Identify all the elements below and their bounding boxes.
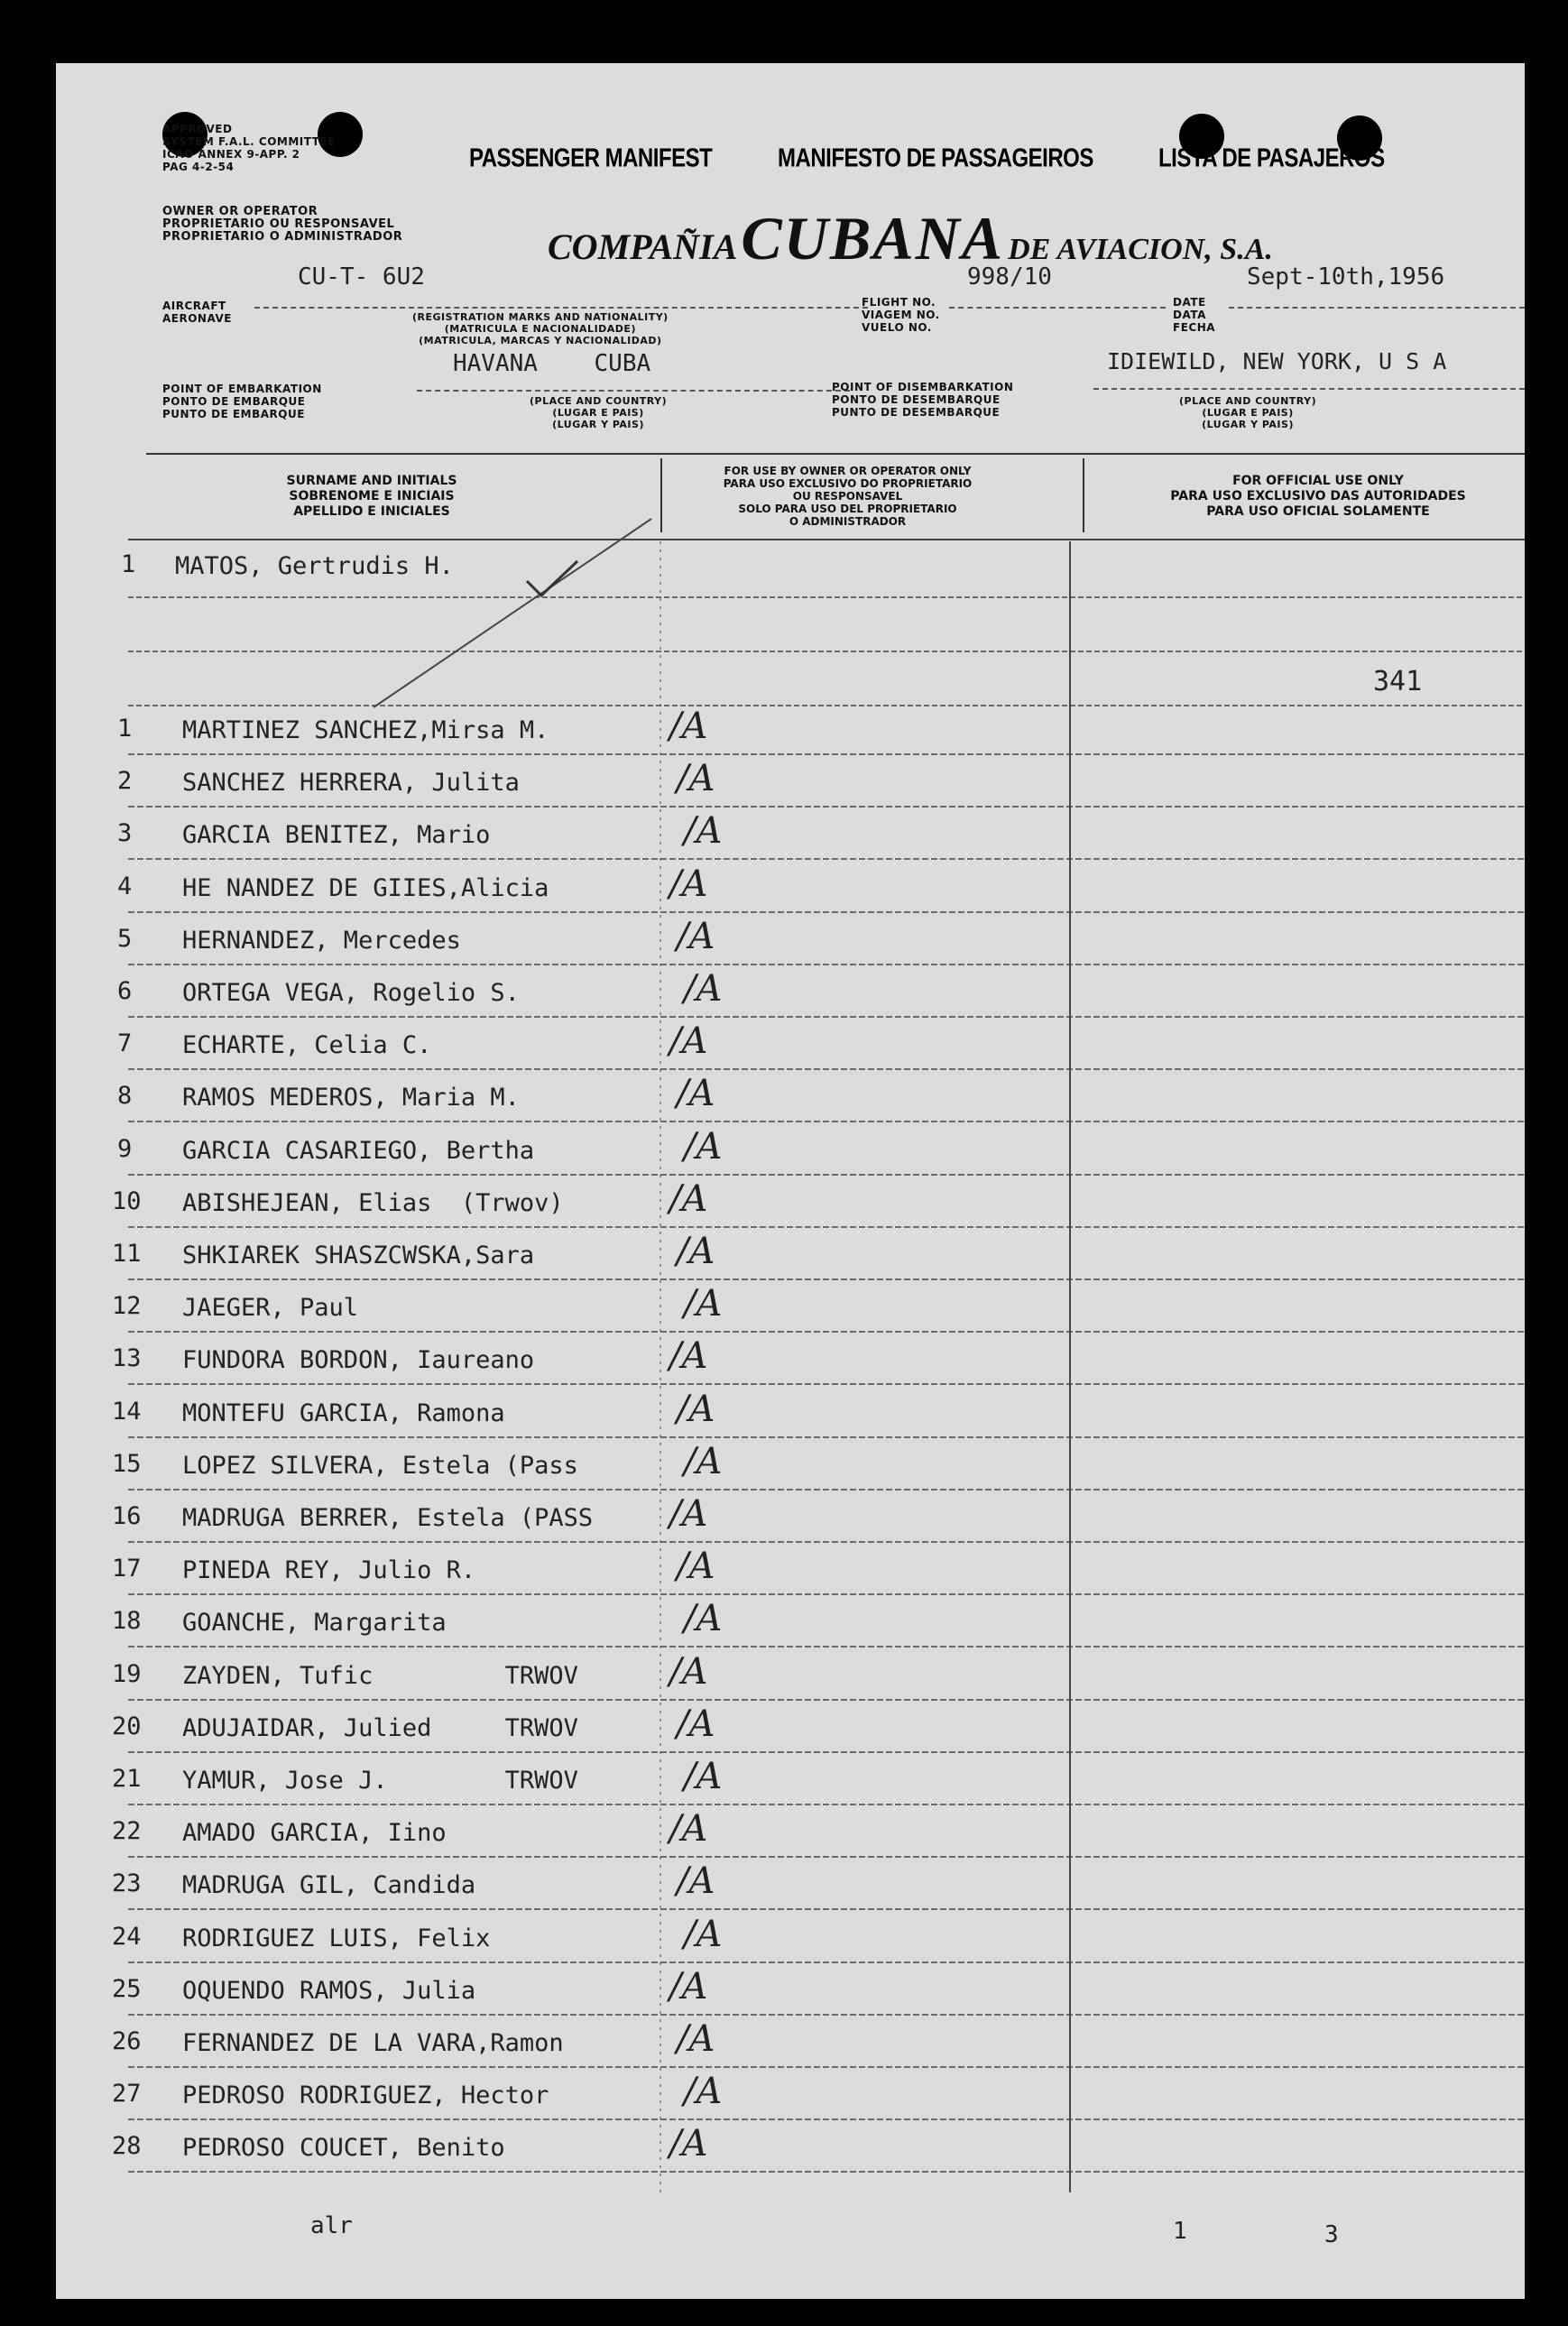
passenger-check-mark: /A (684, 1914, 723, 1955)
date-label: DATA (1173, 309, 1206, 321)
passenger-name: ABISHEJEAN, Elias (Trwov) (182, 1189, 564, 1217)
passenger-number: 10 (112, 1187, 142, 1215)
passenger-name: SANCHEZ HERRERA, Julita (182, 769, 520, 797)
passenger-check-mark: /A (677, 758, 715, 799)
manifest-sheet (56, 63, 1525, 2299)
passenger-name: SHKIAREK SHASZCWSKA,Sara (182, 1241, 535, 1269)
passenger-check-mark: /A (677, 1703, 715, 1745)
approval-line: ICAO ANNEX 9-APP. 2 (162, 148, 300, 161)
flight-label: VIAGEM NO. (862, 309, 940, 321)
embarkation-sublabel: (PLACE AND COUNTRY) (530, 395, 668, 407)
flight-label: VUELO NO. (862, 321, 932, 334)
passenger-number: 21 (112, 1765, 142, 1793)
disembarkation-label: PONTO DE DESEMBARQUE (832, 393, 1001, 406)
aircraft-sublabel: (REGISTRATION MARKS AND NATIONALITY) (412, 311, 669, 323)
column-header-line: APELLIDO E INICIALES (293, 504, 450, 519)
column-header-line: PARA USO EXCLUSIVO DAS AUTORIDADES (1170, 489, 1466, 503)
disembarkation-value: IDIEWILD, NEW YORK, U S A (1107, 348, 1447, 374)
passenger-name: MADRUGA BERRER, Estela (PASS (182, 1504, 594, 1532)
lista-title: LISTA DE PASAJEROS (1158, 143, 1385, 173)
passenger-check-mark: /A (669, 1335, 708, 1377)
embarkation-sublabel: (LUGAR E PAIS) (552, 407, 644, 419)
passenger-name: PINEDA REY, Julio R. (182, 1556, 476, 1584)
passenger-number: 4 (117, 872, 133, 900)
manifesto-title: MANIFESTO DE PASSAGEIROS (778, 143, 1093, 173)
passenger-number: 7 (117, 1029, 133, 1057)
date-value: Sept-10th,1956 (1247, 263, 1445, 291)
disembarkation-label: PUNTO DE DESEMBARQUE (832, 406, 1001, 419)
passenger-check-mark: /A (684, 810, 723, 852)
passenger-number: 6 (117, 977, 133, 1005)
passenger-check-mark: /A (669, 706, 708, 747)
passenger-name: YAMUR, Jose J. TRWOV (182, 1767, 578, 1795)
approval-line: SYSTEM F.A.L. COMMITTEE (162, 135, 336, 148)
aircraft-sublabel: (MATRICULA E NACIONALIDADE) (444, 323, 636, 335)
check-tick-icon (527, 561, 577, 595)
passenger-number: 27 (112, 2080, 142, 2108)
owner-line: PROPRIETARIO OU RESPONSAVEL (162, 217, 395, 231)
passenger-check-mark: /A (669, 1808, 708, 1850)
passenger-number: 26 (112, 2027, 142, 2055)
footer-page-right: 3 (1324, 2221, 1339, 2248)
table-rules (56, 63, 1525, 2299)
passenger-check-mark: /A (669, 2123, 708, 2164)
passenger-check-mark: /A (669, 1966, 708, 2008)
passenger-number: 25 (112, 1975, 142, 2003)
approval-line: PAG 4-2-54 (162, 161, 235, 173)
approval-line: APPROVED (162, 123, 233, 135)
column-header-line: FOR OFFICIAL USE ONLY (1232, 474, 1404, 488)
passenger-check-mark: /A (684, 1126, 723, 1168)
disembarkation-label: POINT OF DISEMBARKATION (832, 381, 1014, 393)
passenger-manifest-title: PASSENGER MANIFEST (469, 143, 713, 173)
passenger-name: HERNANDEZ, Mercedes (182, 927, 461, 955)
passenger-number: 11 (112, 1240, 142, 1268)
date-label: FECHA (1173, 321, 1216, 334)
passenger-name: LOPEZ SILVERA, Estela (Pass (182, 1452, 578, 1480)
passenger-check-mark: /A (677, 1389, 715, 1430)
passenger-name: GARCIA CASARIEGO, Bertha (182, 1137, 535, 1165)
aircraft-label: AERONAVE (162, 312, 232, 325)
crew-number: 1 (121, 550, 136, 578)
flight-label: FLIGHT NO. (862, 296, 936, 309)
passenger-check-mark: /A (669, 1493, 708, 1535)
aircraft-label: AIRCRAFT (162, 300, 226, 312)
passenger-number: 12 (112, 1292, 142, 1320)
passenger-number: 17 (112, 1555, 142, 1583)
embarkation-label: PUNTO DE EMBARQUE (162, 408, 305, 420)
passenger-number: 13 (112, 1344, 142, 1372)
passenger-check-mark: /A (684, 1441, 723, 1482)
passenger-name: FUNDORA BORDON, Iaureano (182, 1346, 535, 1374)
passenger-name: JAEGER, Paul (182, 1294, 359, 1322)
passenger-number: 22 (112, 1817, 142, 1845)
passenger-check-mark: /A (669, 1020, 708, 1062)
passenger-name: ADUJAIDAR, Julied TRWOV (182, 1714, 578, 1742)
column-header-line: OU RESPONSAVEL (792, 490, 903, 503)
column-header-line: PARA USO EXCLUSIVO DO PROPRIETARIO (723, 477, 973, 490)
crew-name: MATOS, Gertrudis H. (175, 552, 454, 580)
column-header-line: SURNAME AND INITIALS (286, 474, 457, 488)
passenger-name: RODRIGUEZ LUIS, Felix (182, 1924, 491, 1952)
flight-value: 998/10 (967, 263, 1052, 291)
passenger-name: PEDROSO COUCET, Benito (182, 2134, 505, 2162)
passenger-name: MADRUGA GIL, Candida (182, 1871, 476, 1899)
passenger-number: 19 (112, 1660, 142, 1688)
passenger-name: GOANCHE, Margarita (182, 1609, 447, 1637)
passenger-number: 24 (112, 1923, 142, 1951)
passenger-name: MARTINEZ SANCHEZ,Mirsa M. (182, 716, 549, 744)
passenger-number: 15 (112, 1450, 142, 1478)
disembarkation-sublabel: (PLACE AND COUNTRY) (1179, 395, 1317, 407)
embarkation-label: POINT OF EMBARKATION (162, 383, 322, 395)
passenger-name: OQUENDO RAMOS, Julia (182, 1977, 476, 2005)
passenger-name: MONTEFU GARCIA, Ramona (182, 1399, 505, 1427)
passenger-number: 23 (112, 1869, 142, 1897)
passenger-number: 28 (112, 2132, 142, 2160)
passenger-check-mark: /A (669, 863, 708, 905)
passenger-check-mark: /A (684, 1756, 723, 1797)
passenger-check-mark: /A (677, 1546, 715, 1587)
passenger-number: 20 (112, 1712, 142, 1740)
passenger-number: 14 (112, 1398, 142, 1426)
passenger-check-mark: /A (677, 1860, 715, 1902)
passenger-name: AMADO GARCIA, Iino (182, 1819, 447, 1847)
footer-page-left: 1 (1173, 2218, 1187, 2245)
passenger-number: 3 (117, 819, 133, 847)
passenger-name: FERNANDEZ DE LA VARA,Ramon (182, 2029, 564, 2057)
passenger-name: RAMOS MEDEROS, Maria M. (182, 1084, 520, 1112)
passenger-check-mark: /A (669, 1178, 708, 1220)
owner-line: OWNER OR OPERATOR (162, 205, 318, 218)
column-header-line: PARA USO OFICIAL SOLAMENTE (1206, 504, 1430, 519)
passenger-number: 1 (117, 715, 133, 743)
disembarkation-sublabel: (LUGAR E PAIS) (1202, 407, 1294, 419)
passenger-check-mark: /A (677, 2018, 715, 2060)
handwritten-stroke (374, 519, 651, 707)
passenger-number: 9 (117, 1135, 133, 1163)
stamp-number: 341 (1373, 666, 1423, 697)
passenger-number: 2 (117, 767, 133, 795)
date-label: DATE (1173, 296, 1206, 309)
passenger-check-mark: /A (684, 2071, 723, 2112)
company-suffix: DE AVIACION, S.A. (1008, 233, 1273, 266)
passenger-check-mark: /A (677, 1231, 715, 1272)
column-header-line: O ADMINISTRADOR (789, 515, 907, 528)
column-header-line: SOBRENOME E INICIAIS (289, 489, 455, 503)
aircraft-sublabel: (MATRICULA, MARCAS Y NACIONALIDAD) (419, 335, 662, 346)
disembarkation-sublabel: (LUGAR Y PAIS) (1202, 419, 1294, 430)
company-name: CUBANA (741, 204, 1005, 272)
passenger-number: 5 (117, 925, 133, 953)
passenger-name: GARCIA BENITEZ, Mario (182, 821, 491, 849)
passenger-name: PEDROSO RODRIGUEZ, Hector (182, 2081, 549, 2109)
owner-line: PROPRIETARIO O ADMINISTRADOR (162, 230, 403, 244)
passenger-name: ORTEGA VEGA, Rogelio S. (182, 979, 520, 1007)
passenger-number: 18 (112, 1607, 142, 1635)
passenger-number: 16 (112, 1502, 142, 1530)
column-header-line: FOR USE BY OWNER OR OPERATOR ONLY (724, 465, 972, 477)
aircraft-value: CU-T- 6U2 (298, 263, 425, 291)
passenger-name: ECHARTE, Celia C. (182, 1031, 432, 1059)
company-prefix: COMPAÑIA (548, 226, 738, 267)
passenger-check-mark: /A (677, 916, 715, 957)
passenger-number: 8 (117, 1082, 133, 1110)
embarkation-label: PONTO DE EMBARQUE (162, 395, 306, 408)
footer-initials: alr (310, 2212, 353, 2239)
column-header-line: SOLO PARA USO DEL PROPRIETARIO (738, 503, 957, 515)
passenger-check-mark: /A (669, 1651, 708, 1693)
passenger-name: ZAYDEN, Tufic TRWOV (182, 1662, 578, 1690)
embarkation-value: HAVANA CUBA (453, 350, 651, 377)
passenger-check-mark: /A (684, 1598, 723, 1639)
passenger-check-mark: /A (684, 968, 723, 1010)
passenger-check-mark: /A (684, 1283, 723, 1325)
passenger-check-mark: /A (677, 1073, 715, 1114)
embarkation-sublabel: (LUGAR Y PAIS) (552, 419, 644, 430)
passenger-name: HE NANDEZ DE GIIES,Alicia (182, 874, 549, 902)
